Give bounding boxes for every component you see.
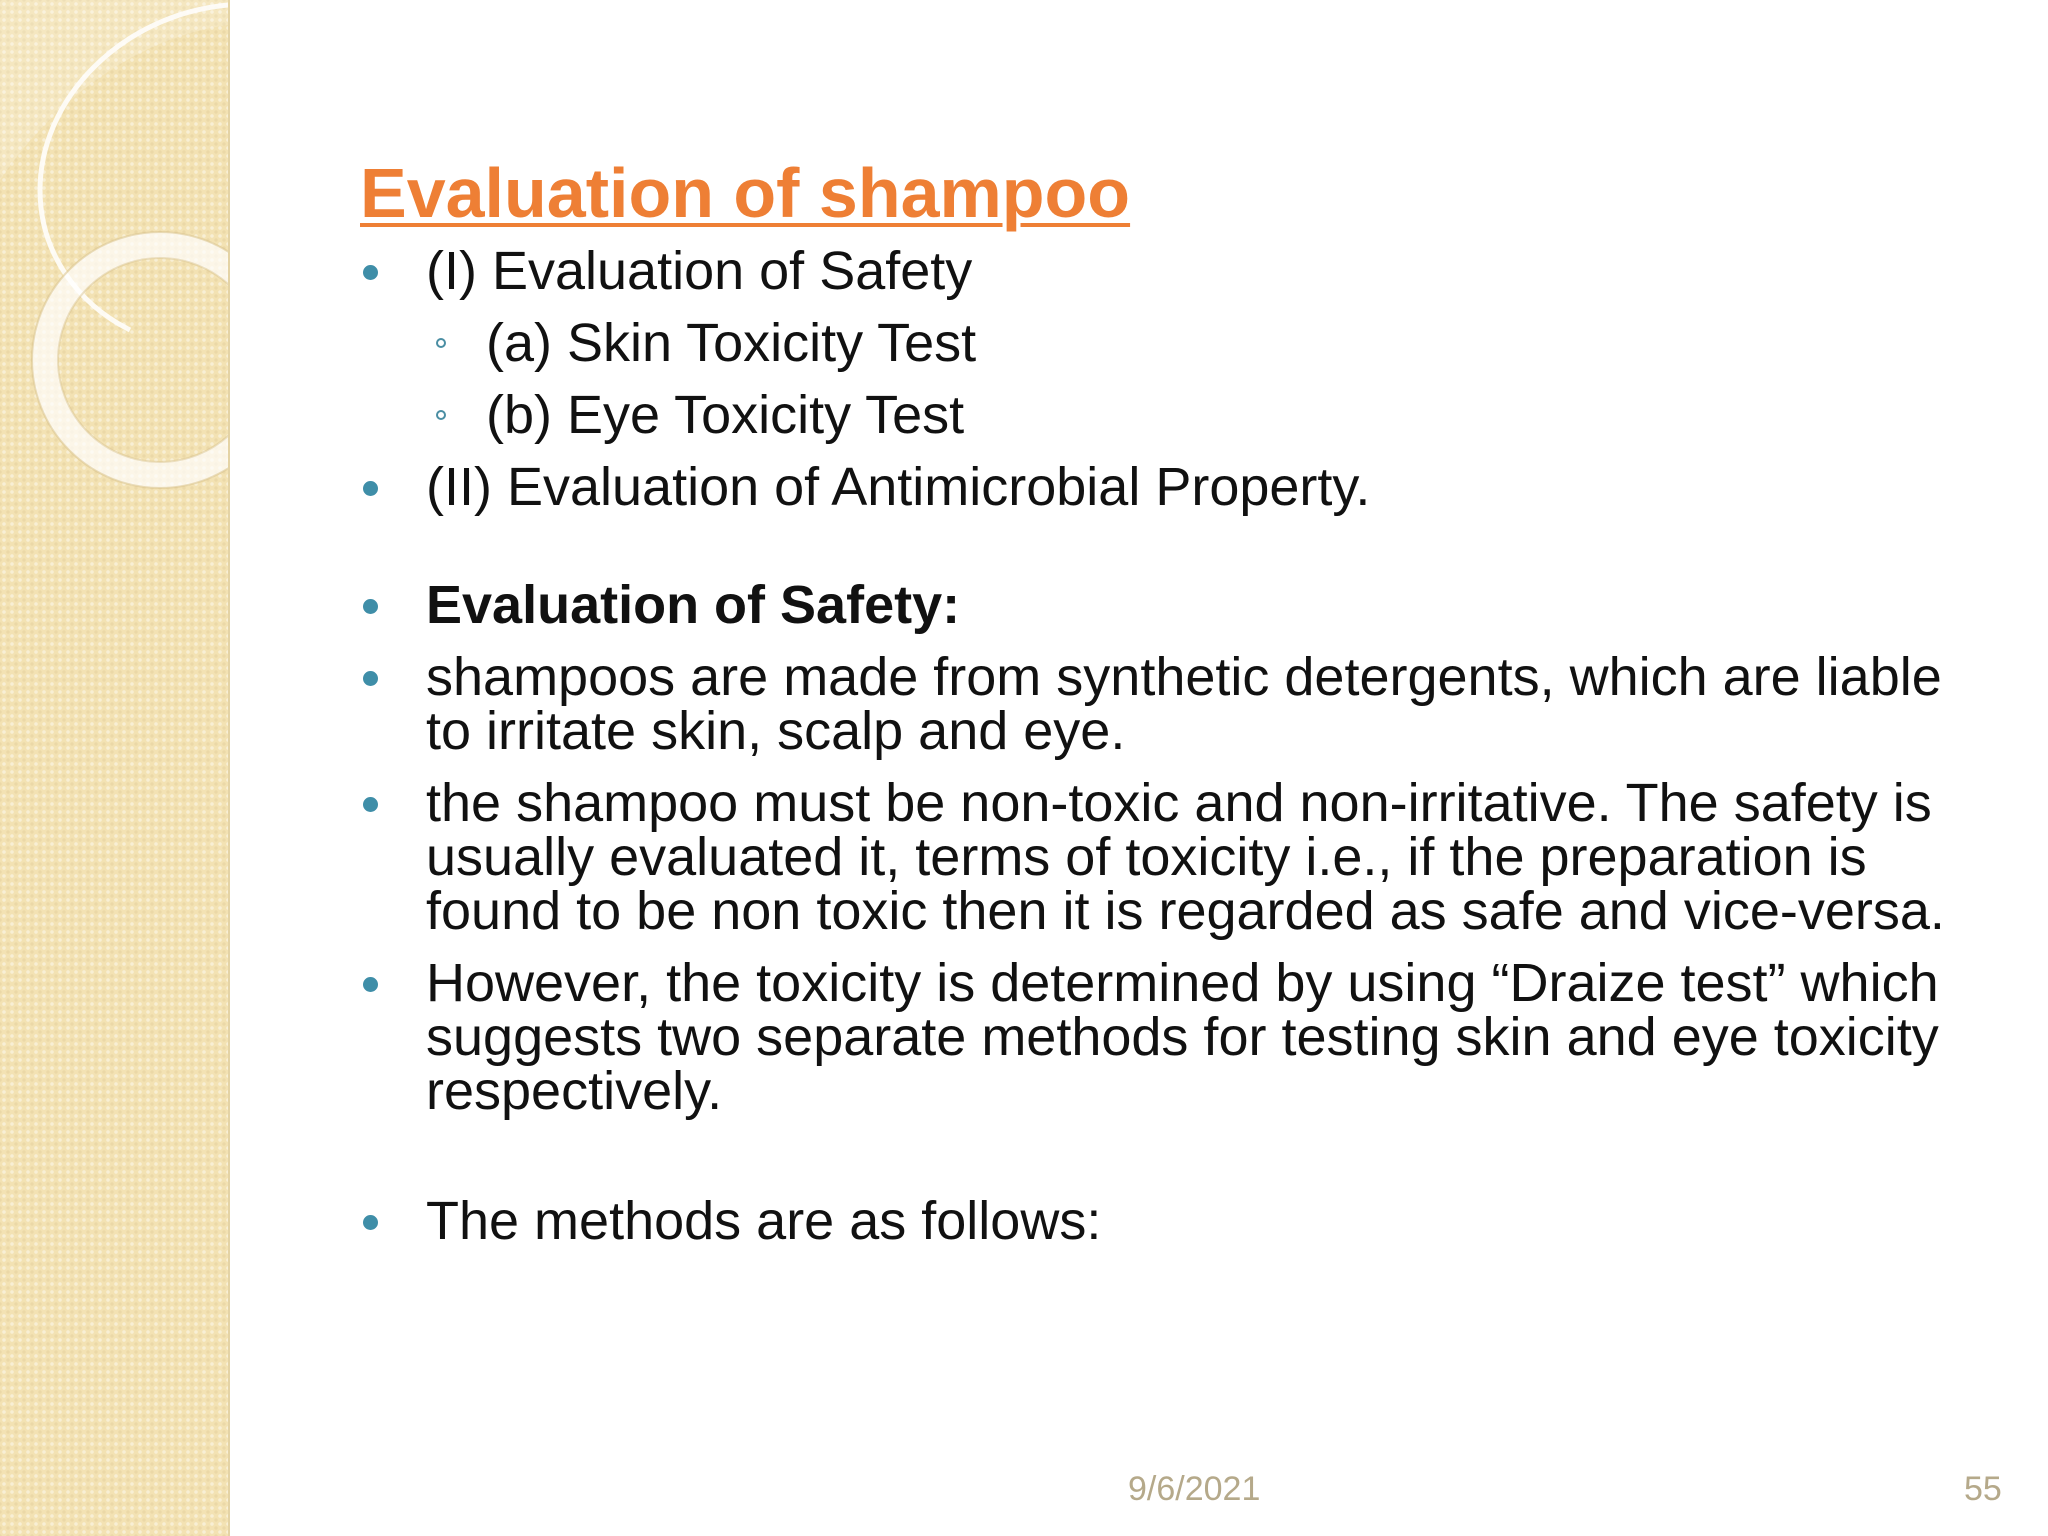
list-item xyxy=(360,647,2000,761)
bullet-list xyxy=(360,241,2000,1251)
slide-title: Evaluation of shampoo xyxy=(360,154,1131,232)
hollow-bullet-icon xyxy=(436,410,446,420)
bullet-icon xyxy=(363,671,378,686)
bullet-icon xyxy=(363,797,378,812)
list-item xyxy=(360,385,2000,445)
list-item xyxy=(360,1191,2000,1251)
ring-decoration xyxy=(0,0,228,1536)
footer-date: 9/6/2021 xyxy=(1128,1470,1261,1508)
bullet-icon xyxy=(363,265,378,280)
list-item xyxy=(360,575,2000,635)
slide-content xyxy=(360,150,2000,1251)
list-item xyxy=(360,953,2000,1121)
decorative-sidebar xyxy=(0,0,230,1536)
bullet-icon xyxy=(363,1215,378,1230)
list-item-text: (I) Evaluation of Safety xyxy=(426,241,973,301)
bullet-icon xyxy=(363,599,378,614)
list-item xyxy=(360,241,2000,301)
bullet-icon xyxy=(363,977,378,992)
list-item xyxy=(360,773,2000,941)
list-item xyxy=(360,313,2000,373)
list-item-text: Evaluation of Safety: xyxy=(426,575,961,635)
hollow-bullet-icon xyxy=(436,338,446,348)
list-item-text: However, the toxicity is determined by using “Draize test” which suggests two separate methods for testing skin and eye toxicity respectively. xyxy=(426,953,1939,1121)
list-item xyxy=(360,457,2000,517)
list-item-text: The methods are as follows: xyxy=(426,1191,1102,1251)
list-item-text: (b) Eye Toxicity Test xyxy=(486,385,965,445)
list-item-text: the shampoo must be non-toxic and non-irritative. The safety is usually evaluated it, terms of toxicity i.e., if the preparation is found to be non toxic then it is regarded as safe and vice-versa. xyxy=(426,773,1945,941)
bullet-icon xyxy=(363,481,378,496)
list-item-text: (II) Evaluation of Antimicrobial Property. xyxy=(426,457,1371,517)
list-item-text: (a) Skin Toxicity Test xyxy=(486,313,977,373)
list-item-text: shampoos are made from synthetic detergents, which are liable to irritate skin, scalp and eye. xyxy=(426,647,1942,761)
page-number: 55 xyxy=(1964,1470,2002,1508)
